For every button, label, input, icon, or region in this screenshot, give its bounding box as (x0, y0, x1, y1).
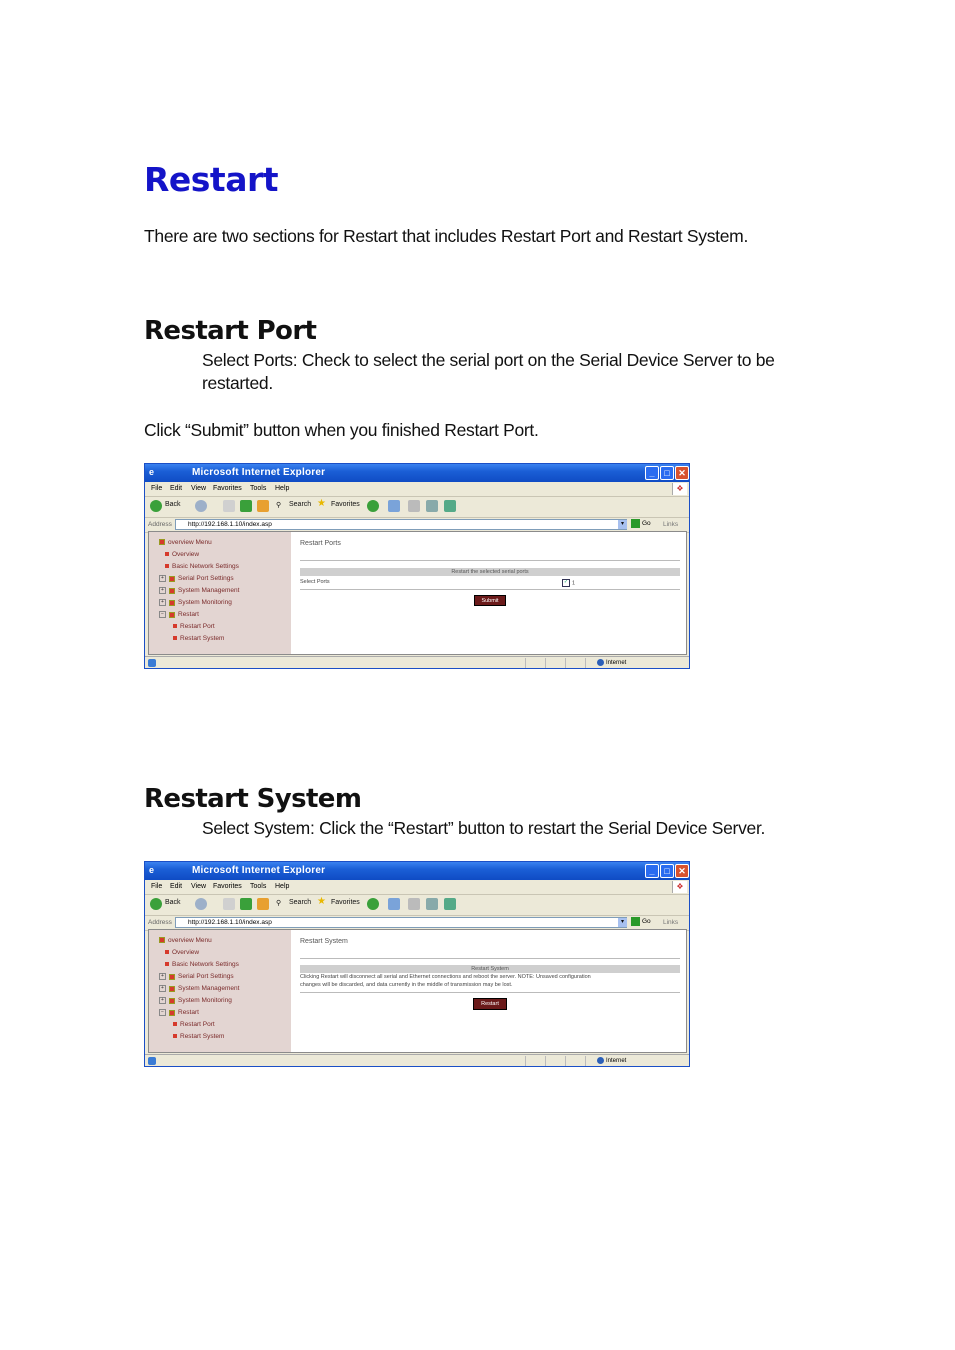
menu-bar (145, 482, 689, 497)
divider (545, 1056, 546, 1066)
edit-icon[interactable] (426, 500, 438, 512)
nav-item-system-monitoring[interactable] (159, 997, 232, 1004)
nav-item-restart-system[interactable] (173, 1033, 224, 1040)
nav-menu-title[interactable] (159, 539, 212, 546)
go-button[interactable] (631, 917, 651, 926)
page-icon (165, 564, 169, 568)
mail-icon[interactable] (388, 500, 400, 512)
nav-label: Basic Network Settings (172, 563, 239, 570)
back-icon[interactable] (150, 500, 162, 512)
divider (300, 589, 680, 590)
nav-item-system-management[interactable] (159, 587, 239, 594)
divider (300, 992, 680, 993)
minimize-icon[interactable]: _ (645, 466, 659, 480)
messenger-icon[interactable] (444, 500, 456, 512)
nav-item-restart[interactable] (159, 1009, 199, 1016)
status-zone (597, 659, 626, 666)
content-title: Restart System (300, 938, 348, 945)
restart-button[interactable]: Restart (473, 998, 507, 1010)
maximize-icon[interactable]: □ (660, 466, 674, 480)
search-button[interactable]: Search (289, 501, 312, 508)
folder-icon (169, 1010, 175, 1016)
toolbar (145, 497, 689, 518)
address-label: Address (148, 521, 172, 528)
status-zone-label: Internet (606, 660, 627, 667)
search-icon[interactable]: ⚲ (276, 900, 282, 907)
nav-menu-title-label: overview Menu (168, 539, 212, 546)
status-zone-label: Internet (606, 1058, 627, 1065)
window-title: Microsoft Internet Explorer (192, 865, 326, 876)
forward-icon[interactable] (195, 500, 207, 512)
stop-icon[interactable] (223, 500, 235, 512)
menu-favorites[interactable]: Favorites (213, 883, 242, 890)
left-nav (149, 930, 291, 1052)
folder-icon (169, 974, 175, 980)
checkbox-checked-icon[interactable]: ✓ (563, 579, 569, 585)
expand-icon[interactable]: + (159, 599, 166, 606)
page-icon (148, 1057, 156, 1065)
menu-tools[interactable]: Tools (250, 883, 267, 890)
page-content (148, 531, 687, 655)
favorites-button[interactable]: Favorites (331, 501, 360, 508)
ie-app-icon: e (149, 467, 155, 477)
history-icon[interactable] (367, 898, 379, 910)
home-icon[interactable] (257, 898, 269, 910)
page-content (148, 929, 687, 1053)
nav-label: Overview (172, 949, 200, 956)
expand-icon[interactable]: + (159, 973, 166, 980)
nav-label: System Management (178, 587, 240, 595)
title-bar (145, 862, 689, 880)
back-icon[interactable] (150, 898, 162, 910)
ie-app-icon: e (149, 865, 155, 875)
divider (585, 1056, 586, 1066)
status-bar (145, 1054, 689, 1067)
nav-label: Serial Port Settings (178, 973, 234, 981)
menu-help[interactable]: Help (275, 485, 290, 492)
edit-icon[interactable] (426, 898, 438, 910)
warning-line-1: Clicking Restart will disconnect all serial and Ethernet connections and reboot the server. NOTE: Unsaved configuration (300, 974, 591, 980)
nav-item-basic-network[interactable] (165, 563, 239, 570)
submit-button[interactable]: Submit (474, 595, 506, 606)
warning-line-2: changes will be discarded, and data currently in the middle of transmission may be lost. (300, 982, 513, 988)
nav-label: Restart (178, 1009, 199, 1017)
nav-item-serial-port[interactable] (159, 575, 234, 582)
search-icon[interactable]: ⚲ (276, 502, 282, 509)
divider (300, 958, 680, 959)
expand-icon[interactable]: + (159, 997, 166, 1004)
ie-window-restart-port (144, 463, 690, 669)
title-bar (145, 464, 689, 482)
links-button[interactable]: Links (663, 919, 679, 926)
nav-item-restart[interactable] (159, 611, 199, 618)
address-dropdown-icon[interactable]: ▾ (618, 520, 627, 529)
print-icon[interactable] (408, 898, 420, 910)
nav-menu-title[interactable] (159, 937, 212, 944)
page-icon (165, 552, 169, 556)
menu-file[interactable]: File (151, 485, 163, 492)
menu-icon (159, 539, 165, 545)
menu-bar (145, 880, 689, 895)
go-arrow-icon (631, 917, 640, 926)
menu-icon (159, 937, 165, 943)
address-dropdown-icon[interactable]: ▾ (618, 918, 627, 927)
close-icon[interactable]: ✕ (675, 864, 689, 878)
section-bar: Restart the selected serial ports (300, 568, 680, 576)
mail-icon[interactable] (388, 898, 400, 910)
ie-window-restart-system (144, 861, 690, 1067)
restart-port-desc-1: Select Ports: Check to select the serial port on the Serial Device Server to be (202, 350, 775, 370)
expand-icon[interactable]: + (159, 985, 166, 992)
expand-icon[interactable]: + (159, 587, 166, 594)
folder-icon (169, 600, 175, 606)
nav-label: Serial Port Settings (178, 575, 234, 583)
page-icon (173, 636, 177, 640)
intro-text: There are two sections for Restart that includes Restart Port and Restart System. (144, 226, 749, 246)
folder-icon (169, 998, 175, 1004)
restart-system-desc: Select System: Click the “Restart” button to restart the Serial Device Server. (202, 818, 766, 838)
nav-item-overview[interactable] (165, 551, 199, 558)
menu-view[interactable]: View (191, 485, 207, 492)
menu-edit[interactable]: Edit (170, 883, 183, 890)
forward-icon[interactable] (195, 898, 207, 910)
print-icon[interactable] (408, 500, 420, 512)
nav-menu-title-label: overview Menu (168, 937, 212, 944)
divider (585, 658, 586, 668)
section-bar: Restart System (300, 965, 680, 973)
address-input[interactable]: http://192.168.1.10/index.asp (175, 917, 627, 928)
nav-label: Restart (178, 611, 199, 619)
minimize-icon[interactable]: _ (645, 864, 659, 878)
windows-flag-icon: ❖ (672, 483, 687, 495)
page-icon (173, 624, 177, 628)
status-zone (597, 1057, 626, 1064)
toolbar (145, 895, 689, 916)
back-button[interactable]: Back (165, 899, 181, 906)
nav-label: Basic Network Settings (172, 961, 239, 968)
folder-icon (169, 576, 175, 582)
collapse-icon[interactable]: − (159, 611, 166, 618)
go-button[interactable] (631, 519, 651, 528)
left-nav (149, 532, 291, 654)
page-icon (148, 659, 156, 667)
nav-item-overview[interactable] (165, 949, 199, 956)
close-icon[interactable]: ✕ (675, 466, 689, 480)
nav-label: Overview (172, 551, 200, 558)
nav-item-restart-system[interactable] (173, 635, 224, 642)
refresh-icon[interactable] (240, 898, 252, 910)
page-icon (173, 1034, 177, 1038)
messenger-icon[interactable] (444, 898, 456, 910)
nav-label: System Management (178, 985, 240, 993)
page-title: Restart (144, 160, 279, 199)
nav-item-system-monitoring[interactable] (159, 599, 232, 606)
favorites-button[interactable]: Favorites (331, 899, 360, 906)
menu-edit[interactable]: Edit (170, 485, 183, 492)
status-bar (145, 656, 689, 669)
divider (565, 1056, 566, 1066)
stop-icon[interactable] (223, 898, 235, 910)
window-title: Microsoft Internet Explorer (192, 467, 326, 478)
divider (525, 1056, 526, 1066)
windows-flag-icon: ❖ (672, 881, 687, 893)
nav-item-restart-port[interactable] (173, 623, 215, 630)
go-label: Go (642, 918, 651, 926)
go-label: Go (642, 520, 651, 528)
content-title: Restart Ports (300, 540, 341, 547)
nav-label: System Monitoring (178, 997, 232, 1005)
address-label: Address (148, 919, 172, 926)
restart-port-desc-2: restarted. (202, 373, 273, 393)
nav-item-basic-network[interactable] (165, 961, 239, 968)
menu-file[interactable]: File (151, 883, 163, 890)
folder-icon (169, 612, 175, 618)
menu-tools[interactable]: Tools (250, 485, 267, 492)
back-button[interactable]: Back (165, 501, 181, 508)
search-button[interactable]: Search (289, 899, 312, 906)
menu-help[interactable]: Help (275, 883, 290, 890)
links-button[interactable]: Links (663, 521, 679, 528)
nav-label: System Monitoring (178, 599, 232, 607)
nav-label: Restart Port (180, 1021, 215, 1028)
nav-item-restart-port[interactable] (173, 1021, 215, 1028)
menu-favorites[interactable]: Favorites (213, 485, 242, 492)
divider (525, 658, 526, 668)
page-icon (165, 950, 169, 954)
restart-system-heading: Restart System (144, 784, 362, 814)
nav-item-serial-port[interactable] (159, 973, 234, 980)
home-icon[interactable] (257, 500, 269, 512)
select-ports-label: Select Ports (300, 579, 330, 585)
go-arrow-icon (631, 519, 640, 528)
folder-icon (169, 588, 175, 594)
expand-icon[interactable]: + (159, 575, 166, 582)
restart-port-note: Click “Submit” button when you finished Restart Port. (144, 420, 539, 440)
menu-view[interactable]: View (191, 883, 207, 890)
restart-port-heading: Restart Port (144, 316, 317, 346)
collapse-icon[interactable]: − (159, 1009, 166, 1016)
page-icon (173, 1022, 177, 1026)
favorites-star-icon[interactable]: ★ (317, 896, 326, 907)
divider (565, 658, 566, 668)
divider (300, 560, 680, 561)
divider (545, 658, 546, 668)
globe-icon (597, 1057, 604, 1064)
nav-label: Restart System (180, 1033, 225, 1040)
refresh-icon[interactable] (240, 500, 252, 512)
maximize-icon[interactable]: □ (660, 864, 674, 878)
globe-icon (597, 659, 604, 666)
port-label: 1 (572, 580, 576, 587)
port-checkbox[interactable] (562, 579, 575, 587)
favorites-star-icon[interactable]: ★ (317, 498, 326, 509)
history-icon[interactable] (367, 500, 379, 512)
nav-item-system-management[interactable] (159, 985, 239, 992)
nav-label: Restart Port (180, 623, 215, 630)
address-input[interactable]: http://192.168.1.10/index.asp (175, 519, 627, 530)
folder-icon (169, 986, 175, 992)
page-icon (165, 962, 169, 966)
nav-label: Restart System (180, 635, 225, 642)
